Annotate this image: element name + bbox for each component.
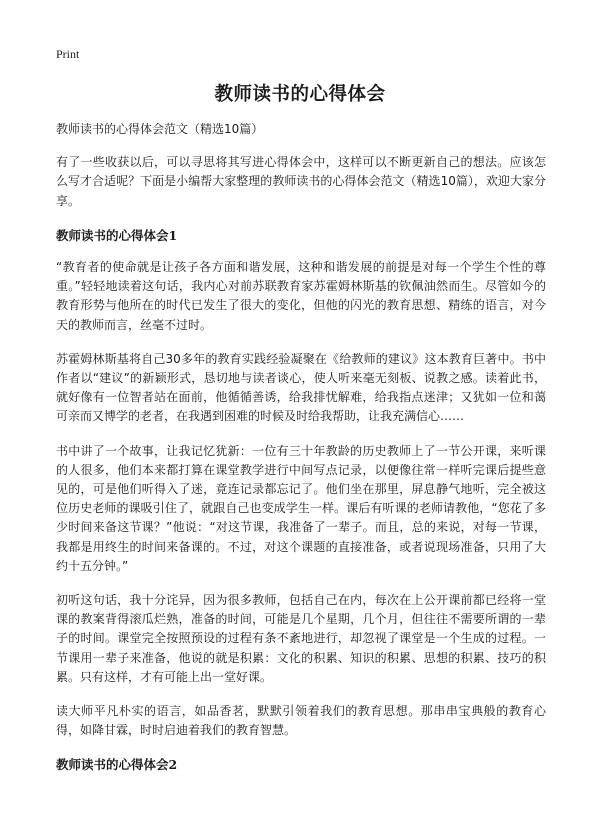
paragraph: 读大师平凡朴实的语言，如品香茗，默默引领着我们的教育思想。那串串宝典般的教育心得，如降甘霖，时时启迪着我们的教育智慧。 [56,704,546,738]
paragraph: 初听这句话，我十分诧异，因为很多教师，包括自己在内，每次在上公开课前都已经将一堂课的教案背得滚瓜烂熟，准备的时间，可能是几个星期，几个月，但往往不需要所谓的一辈子的时间。课堂完全按照预设的过程有条不紊地进行，却忽视了课堂是一个生成的过程。一节课用一辈子来准备，他说的就是积累：文化的积累、知识的积累、思想的积累、技巧的积累。只有这样，才有可能上出一堂好课。 [56,593,546,684]
section-heading-1: 教师读书的心得体会1 [56,227,178,243]
paragraph: 书中讲了一个故事，让我记忆犹新：一位有三十年教龄的历史教师上了一节公开课，来听课的人很多，他们本来都打算在课堂教学进行中间写点记录，以便像往常一样听完课后提些意见的，可是他们听得入了迷，竟连记录都忘记了。他们坐在那里，屏息静气地听，完全被这位历史老师的课吸引住了，就跟自己也变成学生一样。课后有听课的老师请教他，“您花了多少时间来备这节课？”他说：“对这节课，我准备了一辈子。而且，总的来说，对每一节课，我都是用终生的时间来备课的。不过，对这个课题的直接准备，或者说现场准备，只用了大约十五分钟。” [56,443,546,573]
article-subtitle: 教师读书的心得体会范文（精选10篇） [56,122,264,136]
paragraph: 苏霍姆林斯基将自己30多年的教育实践经验凝聚在《给教师的建议》这本教育巨著中。书中作者以“建议”的新颖形式，恳切地与读者谈心，使人听来毫无刻板、说教之感。读着此书，就好像有一位智者站在面前，他循循善诱，给我排忧解难，给我指点迷津；又犹如一位和蔼可亲而又博学的老者，在我遇到困难的时候及时给我帮助，让我充满信心…… [56,351,546,424]
article-body [56,120,546,788]
page-title: 教师读书的心得体会 [214,84,386,105]
print-link[interactable]: Print [56,47,80,61]
paragraph: “教育者的使命就是让孩子各方面和谐发展，这种和谐发展的前提是对每一个学生个性的尊重。”轻轻地读着这句话，我内心对前苏联教育家苏霍姆林斯基的钦佩油然而生。尽管如今的教育形势与他所在的时代已发生了很大的变化，但他的闪光的教育思想、精练的语言，对今天的教师而言，丝毫不过时。 [56,260,546,332]
intro-paragraph: 有了一些收获以后，可以寻思将其写进心得体会中，这样可以不断更新自己的想法。应该怎么写才合适呢？下面是小编帮大家整理的教师读书的心得体会范文（精选10篇），欢迎大家分享。 [56,155,546,208]
section-heading-2: 教师读书的心得体会2 [56,757,178,773]
